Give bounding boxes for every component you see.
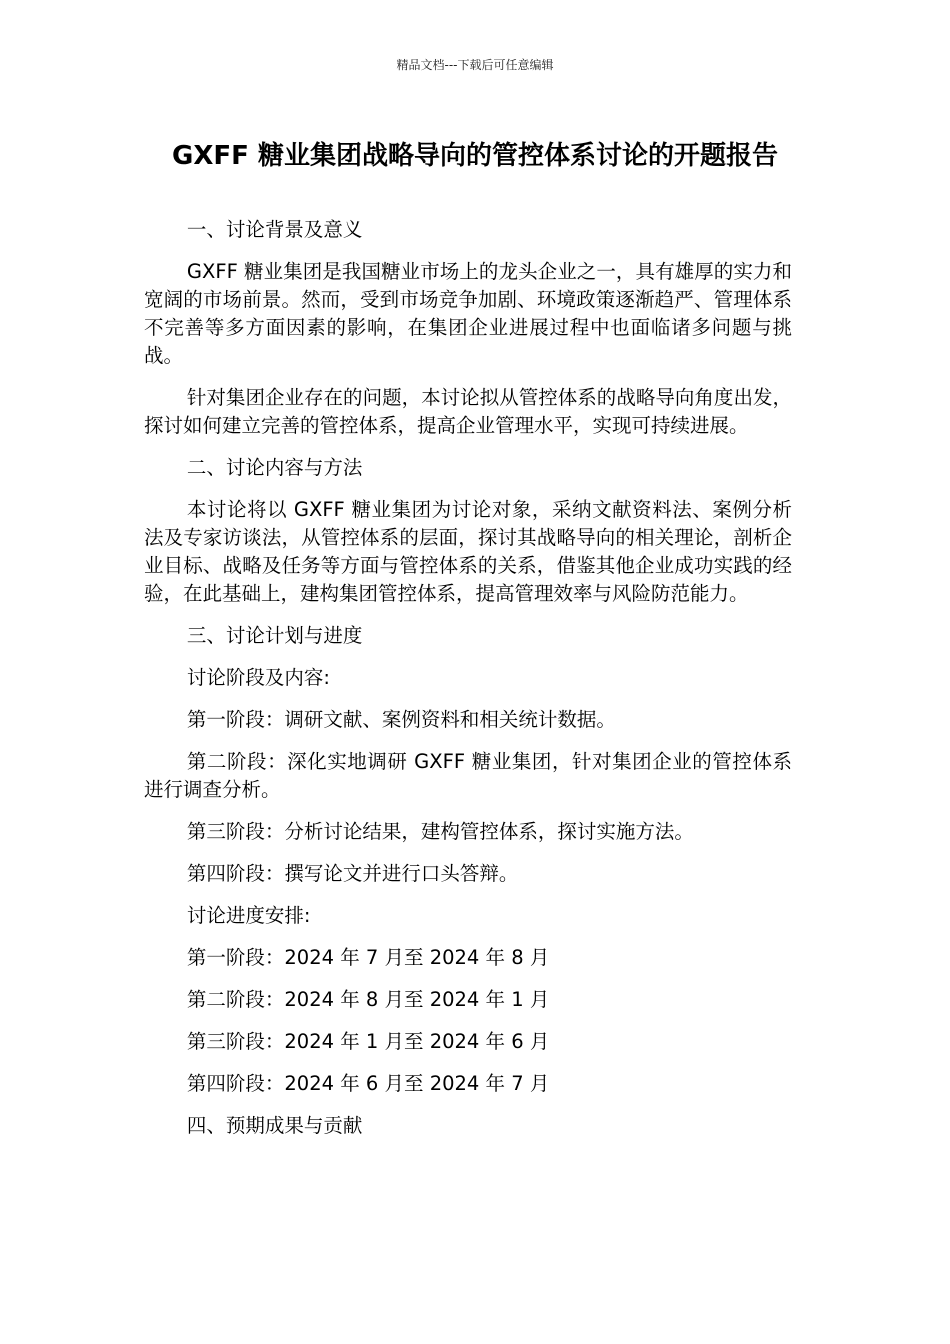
section-heading-background: 一、讨论背景及意义 <box>186 218 363 241</box>
schedule-item: 第一阶段：2024 年 7 月至 2024 年 8 月 <box>186 946 550 969</box>
schedule-item: 第三阶段：2024 年 1 月至 2024 年 6 月 <box>186 1030 550 1053</box>
section-heading-content-method: 二、讨论内容与方法 <box>186 456 363 479</box>
schedule-item: 第二阶段：2024 年 8 月至 2024 年 1 月 <box>186 988 550 1011</box>
stages-intro: 讨论阶段及内容: <box>186 666 330 689</box>
paragraph-background-2: 针对集团企业存在的问题，本讨论拟从管控体系的战略导向角度出发，探讨如何建立完善的管控体系，提高企业管理水平，实现可持续进展。 <box>144 386 792 437</box>
section-heading-outcomes: 四、预期成果与贡献 <box>186 1114 363 1137</box>
schedule-item: 第四阶段：2024 年 6 月至 2024 年 7 月 <box>186 1072 550 1095</box>
paragraph-content-method: 本讨论将以 GXFF 糖业集团为讨论对象，采纳文献资料法、案例分析法及专家访谈法，从管控体系的层面，探讨其战略导向的相关理论，剖析企业目标、战略及任务等方面与管控体系的关系，借鉴其他企业成功实践的经验，在此基础上，建构集团管控体系，提高管理效率与风险防范能力。 <box>144 498 792 605</box>
section-heading-plan-progress: 三、讨论计划与进度 <box>186 624 363 647</box>
paragraph-background-1: GXFF 糖业集团是我国糖业市场上的龙头企业之一，具有雄厚的实力和宽阔的市场前景。然而，受到市场竞争加剧、环境政策逐渐趋严、管理体系不完善等多方面因素的影响，在集团企业进展过程中也面临诸多问题与挑战。 <box>144 260 792 367</box>
stage-item: 第二阶段：深化实地调研 GXFF 糖业集团，针对集团企业的管控体系进行调查分析。 <box>144 750 792 801</box>
schedule-intro: 讨论进度安排: <box>186 904 311 927</box>
document-body <box>144 216 792 1154</box>
document-title: GXFF 糖业集团战略导向的管控体系讨论的开题报告 <box>172 141 778 171</box>
stage-item: 第四阶段：撰写论文并进行口头答辩。 <box>186 862 519 885</box>
stage-item: 第一阶段：调研文献、案例资料和相关统计数据。 <box>186 708 616 731</box>
page-header: 精品文档---下载后可任意编辑 <box>396 58 554 72</box>
stage-item: 第三阶段：分析讨论结果，建构管控体系，探讨实施方法。 <box>186 820 694 843</box>
